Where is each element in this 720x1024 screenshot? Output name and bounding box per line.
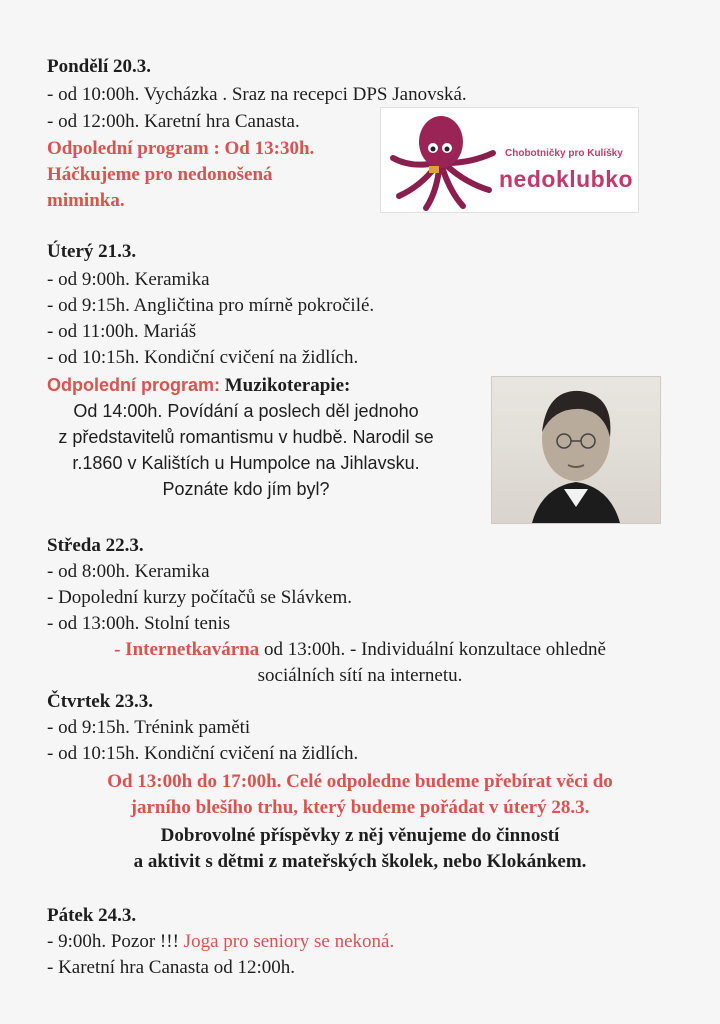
tuesday-text: Od 14:00h. Povídání a poslech děl jednoho bbox=[73, 401, 419, 421]
nedoklubko-banner bbox=[380, 107, 639, 213]
composer-portrait bbox=[491, 376, 661, 524]
friday-item: - Karetní hra Canasta od 12:00h. bbox=[47, 957, 295, 978]
banner-subtitle: Chobotničky pro Kulíšky bbox=[505, 148, 623, 159]
tuesday-item: - od 11:00h. Mariáš bbox=[47, 321, 197, 342]
thursday-item: - od 10:15h. Kondiční cvičení na židlích. bbox=[47, 743, 359, 764]
octopus-icon bbox=[381, 108, 501, 212]
thursday-note: Dobrovolné příspěvky z něj věnujeme do činností bbox=[160, 825, 560, 846]
monday-afternoon-text: miminka. bbox=[47, 190, 125, 211]
wednesday-item: - Dopolední kurzy počítačů se Slávkem. bbox=[47, 587, 352, 608]
monday-heading: Pondělí 20.3. bbox=[47, 56, 151, 77]
tuesday-item: - od 9:00h. Keramika bbox=[47, 269, 210, 290]
internet-text: od 13:00h. - Individuální konzultace ohledně bbox=[259, 639, 606, 660]
monday-item: - od 10:00h. Vycházka . Sraz na recepci DPS Janovská. bbox=[47, 84, 467, 105]
wednesday-heading: Středa 22.3. bbox=[47, 535, 144, 556]
thursday-heading: Čtvrtek 23.3. bbox=[47, 691, 154, 712]
banner-brand: nedoklubko bbox=[499, 166, 634, 192]
wednesday-item: - od 8:00h. Keramika bbox=[47, 561, 210, 582]
tuesday-afternoon bbox=[47, 373, 350, 398]
tuesday-item: - od 10:15h. Kondiční cvičení na židlích. bbox=[47, 347, 359, 368]
thursday-red-line: Od 13:00h do 17:00h. Celé odpoledne budeme přebírat věci do bbox=[107, 771, 613, 792]
thursday-note: a aktivit s dětmi z mateřských školek, nebo Klokánkem. bbox=[133, 851, 587, 872]
internet-label: - Internetkavárna bbox=[114, 639, 260, 660]
wednesday-internet-text: sociálních sítí na internetu. bbox=[257, 665, 463, 686]
monday-afternoon-text: Háčkujeme pro nedonošená bbox=[47, 164, 273, 185]
friday-item-red: Joga pro seniory se nekoná. bbox=[183, 931, 395, 952]
wednesday-internet bbox=[0, 638, 720, 662]
tuesday-text: Poznáte kdo jím byl? bbox=[162, 479, 330, 499]
friday-item-prefix: - 9:00h. Pozor !!! bbox=[47, 931, 184, 952]
wednesday-item: - od 13:00h. Stolní tenis bbox=[47, 613, 231, 634]
tuesday-text: z představitelů romantismu v hudbě. Narodil se bbox=[58, 427, 434, 447]
tuesday-text: r.1860 v Kalištích u Humpolce na Jihlavsku. bbox=[72, 453, 420, 473]
friday-item bbox=[47, 930, 394, 954]
friday-heading: Pátek 24.3. bbox=[47, 905, 137, 926]
portrait-image bbox=[492, 377, 660, 523]
thursday-item: - od 9:15h. Trénink paměti bbox=[47, 717, 251, 738]
tuesday-item: - od 9:15h. Angličtina pro mírně pokročilé. bbox=[47, 295, 375, 316]
tuesday-afternoon-title: Muzikoterapie: bbox=[224, 375, 351, 396]
thursday-red-line: jarního blešího trhu, který budeme pořádat v úterý 28.3. bbox=[130, 797, 590, 818]
tuesday-afternoon-label: Odpolední program: bbox=[47, 375, 220, 395]
tuesday-heading: Úterý 21.3. bbox=[47, 241, 137, 262]
monday-afternoon-title: Odpolední program : Od 13:30h. bbox=[47, 138, 315, 159]
monday-item: - od 12:00h. Karetní hra Canasta. bbox=[47, 111, 300, 132]
